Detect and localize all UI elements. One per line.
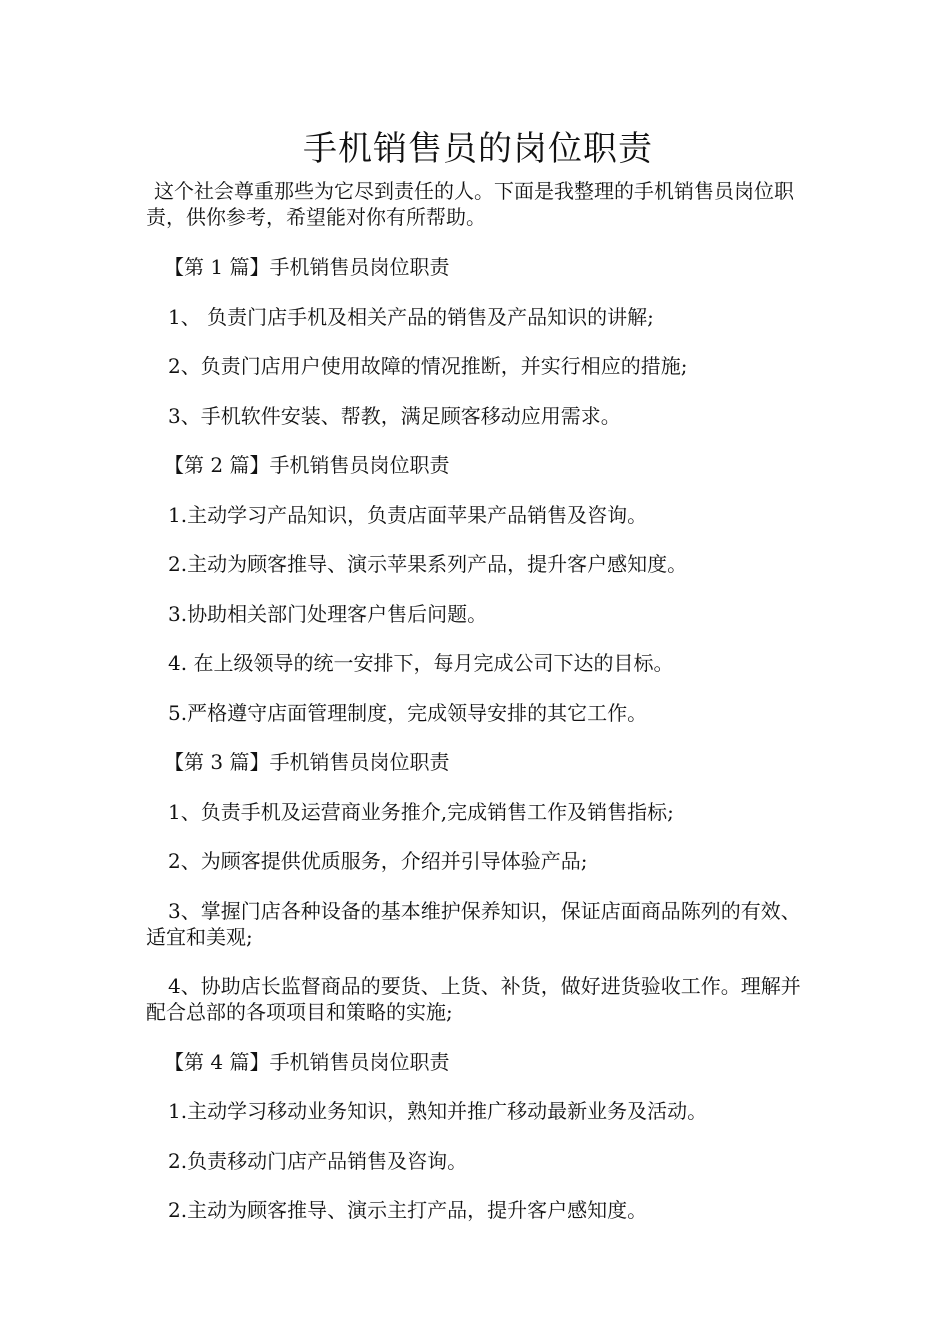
intro-paragraph: 这个社会尊重那些为它尽到责任的人。下面是我整理的手机销售员岗位职责，供你参考，希望能对你有所帮助。 (146, 179, 794, 229)
section-heading: 【第 1 篇】手机销售员岗位职责 (164, 255, 450, 279)
list-item: 1.主动学习移动业务知识，熟知并推广移动最新业务及活动。 (168, 1099, 708, 1123)
list-item: 2.主动为顾客推导、演示苹果系列产品，提升客户感知度。 (168, 552, 688, 576)
list-item: 1.主动学习产品知识，负责店面苹果产品销售及咨询。 (168, 502, 648, 527)
section-heading: 【第 3 篇】手机销售员岗位职责 (164, 750, 450, 774)
list-item: 3、手机软件安装、帮教，满足顾客移动应用需求。 (168, 403, 621, 428)
list-item: 2.主动为顾客推导、演示主打产品，提升客户感知度。 (168, 1198, 648, 1222)
list-item: 3、掌握门店各种设备的基本维护保养知识，保证店面商品陈列的有效、适宜和美观; (146, 898, 801, 949)
document-page (146, 120, 810, 1247)
list-item: 1、 负责门店手机及相关产品的销售及产品知识的讲解; (168, 304, 654, 329)
spacer (146, 230, 810, 254)
list-item: 4. 在上级领导的统一安排下，每月完成公司下达的目标。 (168, 651, 674, 675)
list-item: 5.严格遵守店面管理制度，完成领导安排的其它工作。 (168, 700, 648, 725)
list-item: 2.负责移动门店产品销售及咨询。 (168, 1148, 468, 1173)
section-heading: 【第 4 篇】手机销售员岗位职责 (164, 1049, 450, 1074)
list-item: 2、负责门店用户使用故障的情况推断，并实行相应的措施; (168, 354, 688, 378)
list-item: 4、协助店长监督商品的要货、上货、补货，做好进货验收工作。理解并配合总部的各项项目和策略的实施; (146, 974, 801, 1024)
list-item: 1、负责手机及运营商业务推介,完成销售工作及销售指标; (168, 799, 674, 824)
section-heading: 【第 2 篇】手机销售员岗位职责 (164, 453, 450, 477)
list-item: 2、为顾客提供优质服务，介绍并引导体验产品; (168, 849, 588, 873)
list-item: 3.协助相关部门处理客户售后问题。 (168, 601, 488, 626)
document-title: 手机销售员的岗位职责 (303, 129, 653, 169)
